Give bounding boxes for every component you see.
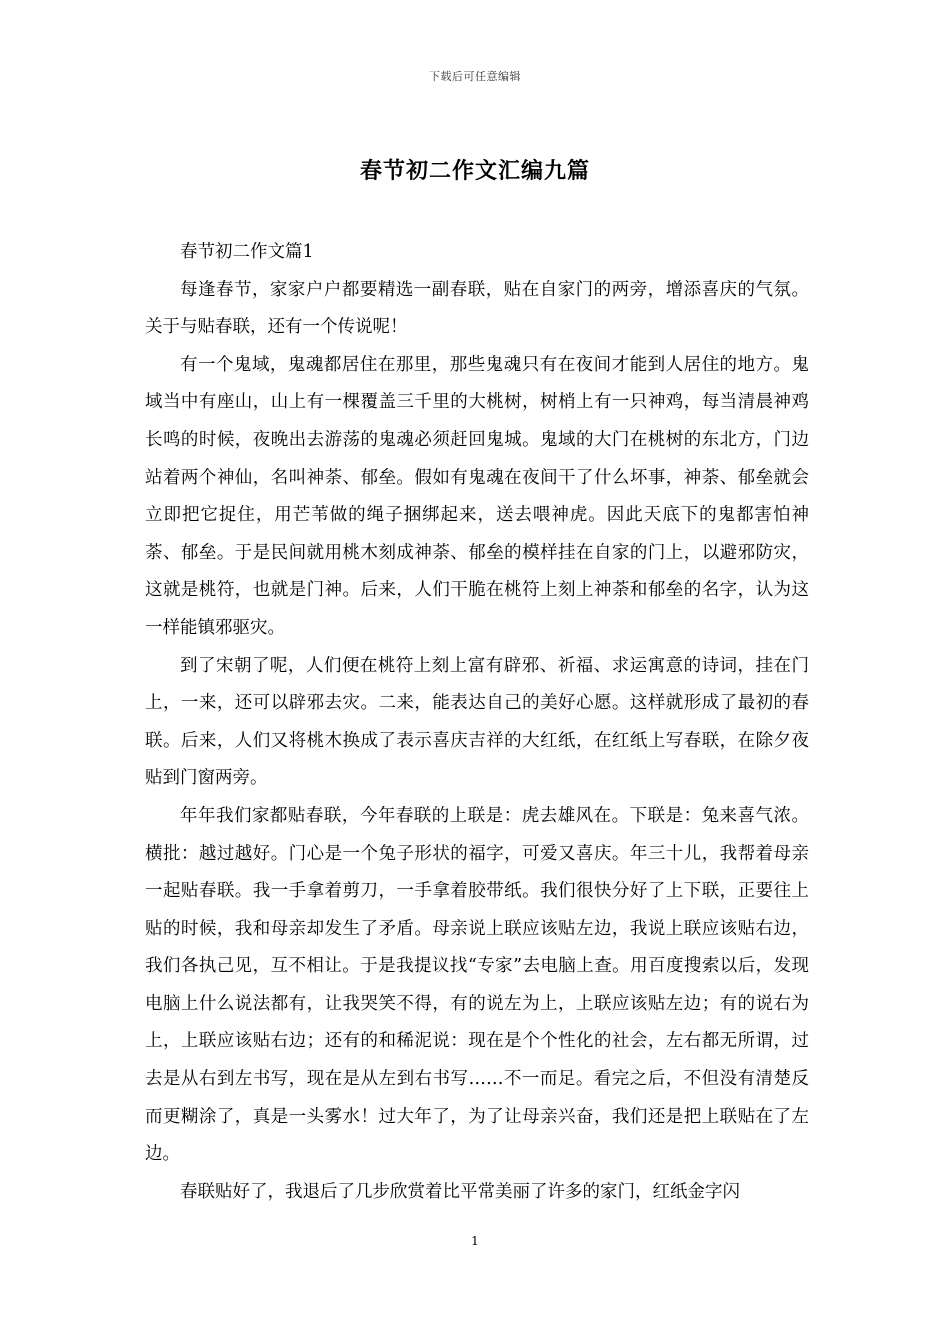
paragraph: 春联贴好了，我退后了几步欣赏着比平常美丽了许多的家门，红纸金字闪 [180,1181,740,1202]
paragraph: 到了宋朝了呢，人们便在桃符上刻上富有辟邪、祈福、求运寓意的诗词，挂在门上，一来，还可以辟邪去灾。二来，能表达自己的美好心愿。这样就形成了最初的春联。后来，人们又将桃木换成了表示喜庆吉祥的大红纸，在红纸上写春联，在除夕夜贴到门窗两旁。 [145,655,809,789]
paragraph: 年年我们家都贴春联，今年春联的上联是：虎去雄风在。下联是：兔来喜气浓。横批：越过越好。门心是一个兔子形状的福字，可爱又喜庆。年三十儿，我帮着母亲一起贴春联。我一手拿着剪刀，一手拿着胶带纸。我们很快分好了上下联，正要往上贴的时候，我和母亲却发生了矛盾。母亲说上联应该贴左边，我说上联应该贴右边，我们各执己见，互不相让。于是我提议找“专家”去电脑上查。用百度搜索以后，发现电脑上什么说法都有，让我哭笑不得，有的说左为上，上联应该贴左边；有的说右为上，上联应该贴右边；还有的和稀泥说：现在是个个性化的社会，左右都无所谓，过去是从右到左书写，现在是从左到右书写……不一而足。看完之后，不但没有清楚反而更糊涂了，真是一头雾水！过大年了，为了让母亲兴奋，我们还是把上联贴在了左边。 [145,805,809,1165]
page-number: 1 [471,1234,479,1248]
document-body [145,234,809,1211]
document-title: 春节初二作文汇编九篇 [359,158,590,184]
paragraph: 有一个鬼域，鬼魂都居住在那里，那些鬼魂只有在夜间才能到人居住的地方。鬼域当中有座山，山上有一棵覆盖三千里的大桃树，树梢上有一只神鸡，每当清晨神鸡长鸣的时候，夜晚出去游荡的鬼魂必须赶回鬼城。鬼域的大门在桃树的东北方，门边站着两个神仙，名叫神荼、郁垒。假如有鬼魂在夜间干了什么坏事，神荼、郁垒就会立即把它捉住，用芒苇做的绳子捆绑起来，送去喂神虎。因此天底下的鬼都害怕神荼、郁垒。于是民间就用桃木刻成神荼、郁垒的模样挂在自家的门上，以避邪防灾，这就是桃符，也就是门神。后来，人们干脆在桃符上刻上神荼和郁垒的名字，认为这一样能镇邪驱灾。 [145,354,809,638]
section-heading: 春节初二作文篇1 [180,242,314,262]
paragraph: 每逢春节，家家户户都要精选一副春联，贴在自家门的两旁，增添喜庆的气氛。关于与贴春联，还有一个传说呢！ [145,279,809,338]
header-note: 下载后可任意编辑 [429,70,521,83]
